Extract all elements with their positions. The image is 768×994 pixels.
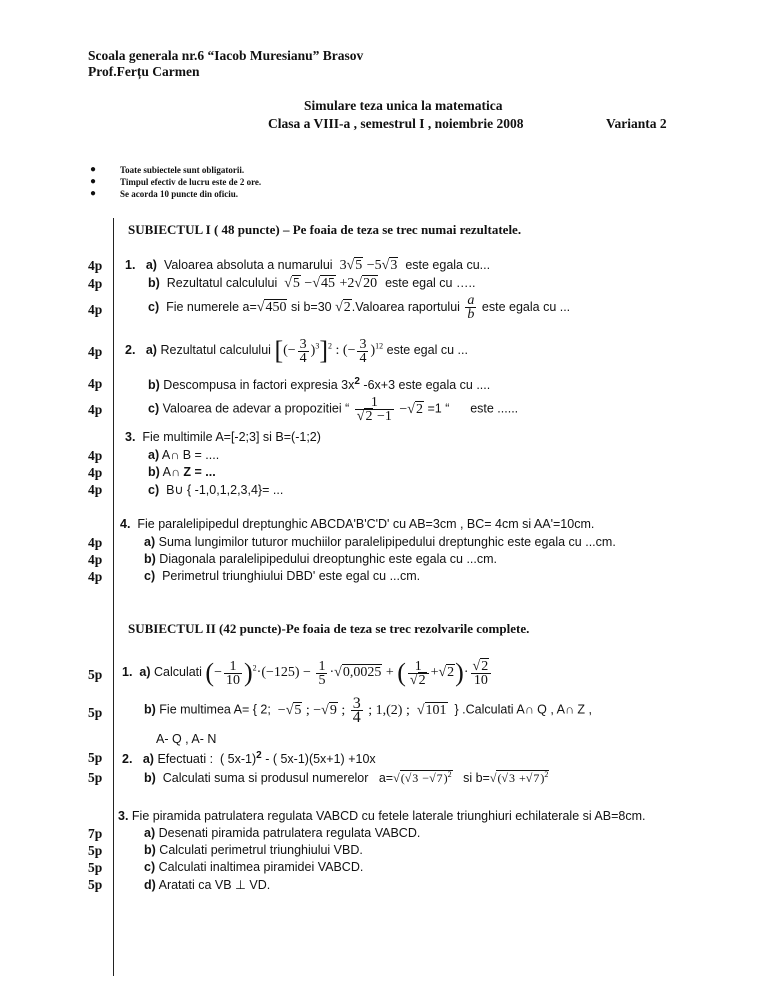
s2-q3a: a) Desenati piramida patrulatera regulata VABCD.: [144, 826, 421, 840]
s2-q1b: b) Fie multimea A= { 2; −√5 ; −√9 ; $\frac{3}{4}$ ; 1,(2) ; √101 } .Calculati A∩ Q , A∩ Z ,: [144, 695, 592, 726]
page-title: Simulare teza unica la matematica: [304, 98, 503, 113]
s2-q3b: b) Calculati perimetrul triunghiului VBD.: [144, 843, 363, 857]
s1-q2a: 2. a) Rezultatul calculului [(− $\frac{3}{4}$ )$^3$]$^2$ : (− $\frac{3}{4}$ )$^{12}$ este egal cu ...: [125, 336, 468, 366]
points-label: 4p: [88, 302, 103, 317]
points-label: 5p: [88, 860, 103, 875]
s1-q3b: b) A∩ Z = ...: [148, 465, 216, 479]
s1-q3: 3. Fie multimile A=[-2;3] si B=(-1;2): [125, 430, 321, 444]
s1-q3a: a) A∩ B = ....: [148, 448, 220, 462]
points-label: 5p: [88, 877, 103, 892]
s2-q1b-line2: A- Q , A- N: [156, 732, 217, 746]
school-name: Scoala generala nr.6 “Iacob Muresianu” Brasov: [88, 48, 364, 63]
section-2-title: SUBIECTUL II (42 puncte)-Pe foaia de teza se trec rezolvarile complete.: [128, 621, 530, 636]
s1-q1a: 1. a) Valoarea absoluta a numarului 3√5 −5√3 este egala cu...: [125, 258, 491, 273]
points-label: 7p: [88, 826, 103, 841]
points-label: 4p: [88, 482, 103, 497]
section-1-title: SUBIECTUL I ( 48 puncte) – Pe foaia de teza se trec numai rezultatele.: [128, 222, 522, 237]
s1-q4c: c) Perimetrul triunghiului DBD' este egal cu ...cm.: [144, 569, 421, 583]
bullet-icon: ●: [90, 176, 97, 187]
margin-rule: [113, 218, 114, 976]
points-label: 4p: [88, 258, 103, 273]
points-label: 4p: [88, 448, 103, 463]
s1-q4: 4. Fie paralelipipedul dreptunghic ABCDA'B'C'D' cu AB=3cm , BC= 4cm si AA'=10cm.: [120, 517, 595, 531]
s1-q1c: c) Fie numerele a=√450 si b=30 √2.Valoarea raportului $\frac{a}{b}$ este egala cu ...: [148, 293, 571, 322]
s2-q3d: d) Aratati ca VB ⊥ VD.: [144, 878, 271, 892]
teacher-name: Prof.Ferțu Carmen: [88, 64, 200, 79]
points-label: 4p: [88, 276, 103, 291]
points-label: 5p: [88, 770, 103, 785]
page-subtitle: Clasa a VIII-a , semestrul I , noiembrie 2008: [268, 116, 524, 131]
s1-q2c: c) Valoarea de adevar a propozitiei “ $\frac{1}{√2 -1}$ −√2 =1 “ este ......: [148, 395, 519, 424]
s2-q3c: c) Calculati inaltimea piramidei VABCD.: [144, 860, 364, 874]
bullet-icon: ●: [90, 188, 97, 199]
points-label: 4p: [88, 552, 103, 567]
points-label: 5p: [88, 705, 103, 720]
instruction-item: Se acorda 10 puncte din oficiu.: [120, 189, 239, 199]
points-label: 5p: [88, 667, 103, 682]
s1-q2b: b) Descompusa in factori expresia $3x^2$ -6x+3 este egala cu ....: [148, 376, 491, 393]
points-label: 5p: [88, 843, 103, 858]
points-label: 4p: [88, 402, 103, 417]
bullet-icon: ●: [90, 164, 97, 175]
s1-q4b: b) Diagonala paralelipipedului dreoptunghic este egala cu ...cm.: [144, 552, 498, 566]
s2-q2a: 2. a) Efectuati : ( 5x-1)$^2$ - ( 5x-1)(5x+1) +10x: [122, 750, 376, 767]
s2-q3: 3. Fie piramida patrulatera regulata VABCD cu fetele laterale triunghiuri echilaterale si AB=8cm.: [118, 809, 646, 823]
s1-q1b: b) Rezultatul calculului √5 −√45 +2√20 este egal cu …..: [148, 276, 476, 291]
instruction-item: Toate subiectele sunt obligatorii.: [120, 165, 245, 175]
variant-label: Varianta 2: [606, 116, 667, 131]
instruction-item: Timpul efectiv de lucru este de 2 ore.: [120, 177, 262, 187]
s2-q2b: b) Calculati suma si produsul numerelor $a=√(√3 -√7)^2$ si $b=√(√3 +√7)^2$: [144, 770, 549, 785]
points-label: 4p: [88, 465, 103, 480]
s1-q4a: a) Suma lungimilor tuturor muchiilor paralelipipedului dreptunghic este egala cu ...cm.: [144, 535, 616, 549]
points-label: 4p: [88, 569, 103, 584]
points-label: 4p: [88, 344, 103, 359]
points-label: 4p: [88, 535, 103, 550]
s1-q3c: c) B∪ { -1,0,1,2,3,4}= ...: [148, 483, 284, 497]
s2-q1a: 1. a) Calculati (− $\frac{1}{10}$ )$^2$·(−125) − $\frac{1}{5}$ ·√0,0025 + ( $\frac{1}{√2}$ +√2)· $\frac{√2}{10}$: [122, 658, 493, 688]
points-label: 5p: [88, 750, 103, 765]
points-label: 4p: [88, 376, 103, 391]
